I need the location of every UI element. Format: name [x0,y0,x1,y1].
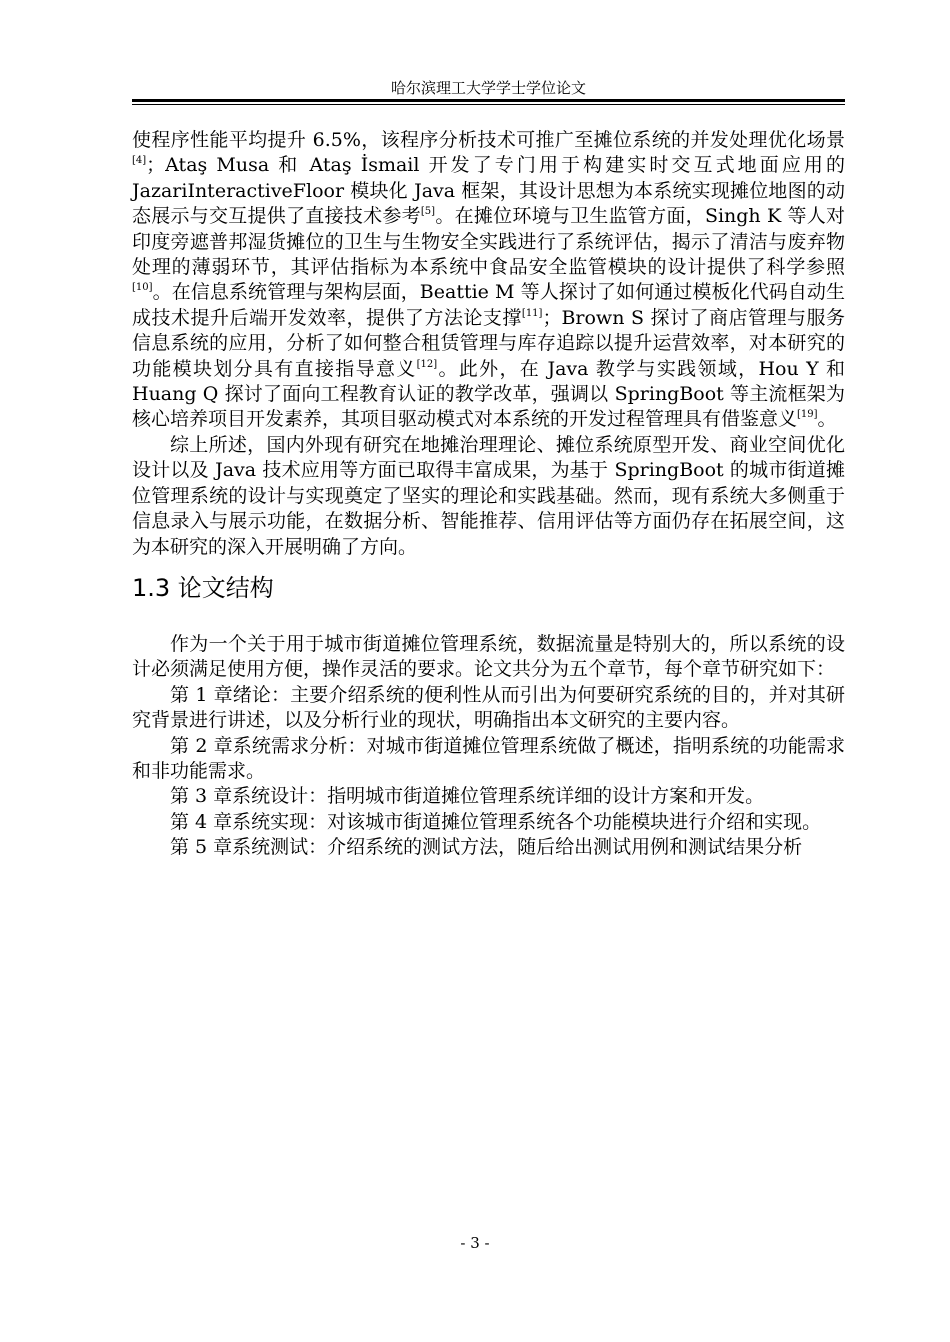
structure-intro-paragraph: 作为一个关于用于城市街道摊位管理系统，数据流量是特别大的，所以系统的设计必须满足使用方便，操作灵活的要求。论文共分为五个章节，每个章节研究如下： [132,632,845,681]
chapter-4-paragraph: 第 4 章系统实现：对该城市街道摊位管理系统各个功能模块进行介绍和实现。 [170,810,822,833]
text-run: 。在摊位环境与卫生监管方面，Singh K 等人对印度旁遮普邦湿货摊位的卫生与生物安全实践进行了系统评估，揭示了清洁与废弃物处理的薄弱环节，其评估指标为本系统中食品安全监管模块的设计提供了科学参照 [132,205,845,279]
citation-ref: [4] [132,155,147,167]
chapter-5-paragraph: 第 5 章系统测试：介绍系统的测试方法，随后给出测试用例和测试结果分析 [170,836,803,859]
summary-paragraph: 综上所述，国内外现有研究在地摊治理理论、摊位系统原型开发、商业空间优化设计以及 Java 技术应用等方面已取得丰富成果，为基于 SpringBoot 的城市街道摊位管理系统的设计与实现奠定了坚实的理论和实践基础。然而，现有系统大多侧重于信息录入与展示功能，在数据分析、智能推荐、信用评估等方面仍存在拓展空间，这为本研究的深入开展明确了方向。 [132,433,845,558]
chapter-1-paragraph: 第 1 章绪论：主要介绍系统的便利性从而引出为何要研究系统的目的，并对其研究背景进行讲述，以及分析行业的现状，明确指出本文研究的主要内容。 [132,683,845,732]
citation-ref: [12] [416,358,438,370]
citation-ref: [19] [797,409,818,421]
chapter-3-paragraph: 第 3 章系统设计：指明城市街道摊位管理系统详细的设计方案和开发。 [170,785,765,808]
text-run: ；Ataş Musa 和 Ataş İsmail 开发了专门用于构建实时交互式地面应用的 JazariInteractiveFloor 模块化 Java 框架，其设计思想为本系统实现摊位地图的动态展示与交互提供了直接技术参考 [132,154,845,228]
page-header: 哈尔滨理工大学学士学位论文 [390,79,586,97]
citation-ref: [5] [420,206,436,218]
text-run: 。在信息系统管理与架构层面，Beattie M 等人探讨了如何通过模板化代码自动生成技术提升后端开发效率，提供了方法论支撑 [132,281,845,329]
text-run: 使程序性能平均提升 6.5%，该程序分析技术可推广至摊位系统的并发处理优化场景 [132,129,845,151]
text-run: ；Brown S 探讨了商店管理与服务信息系统的应用，分析了如何整合租赁管理与库存追踪以提升运营效率，对本研究的功能模块划分具有直接指导意义 [132,306,845,380]
text-run: 。 [817,408,837,431]
literature-paragraph [132,128,845,433]
page-number: - 3 - [460,1234,490,1252]
section-heading: 1.3 论文结构 [132,573,274,602]
text-run: 。此外，在 Java 教学与实践领域，Hou Y 和 Huang Q 探讨了面向工程教育认证的教学改革，强调以 SpringBoot 等主流框架为核心培养项目开发素养，其项目驱动模式对本系统的开发过程管理具有借鉴意义 [132,357,845,431]
citation-ref: [10] [132,282,153,294]
page-body [132,128,845,861]
chapter-2-paragraph: 第 2 章系统需求分析：对城市街道摊位管理系统做了概述，指明系统的功能需求和非功能需求。 [132,734,845,782]
header-rule-thin [132,104,845,105]
header-rule-thick [132,99,845,102]
citation-ref: [11] [521,307,543,319]
